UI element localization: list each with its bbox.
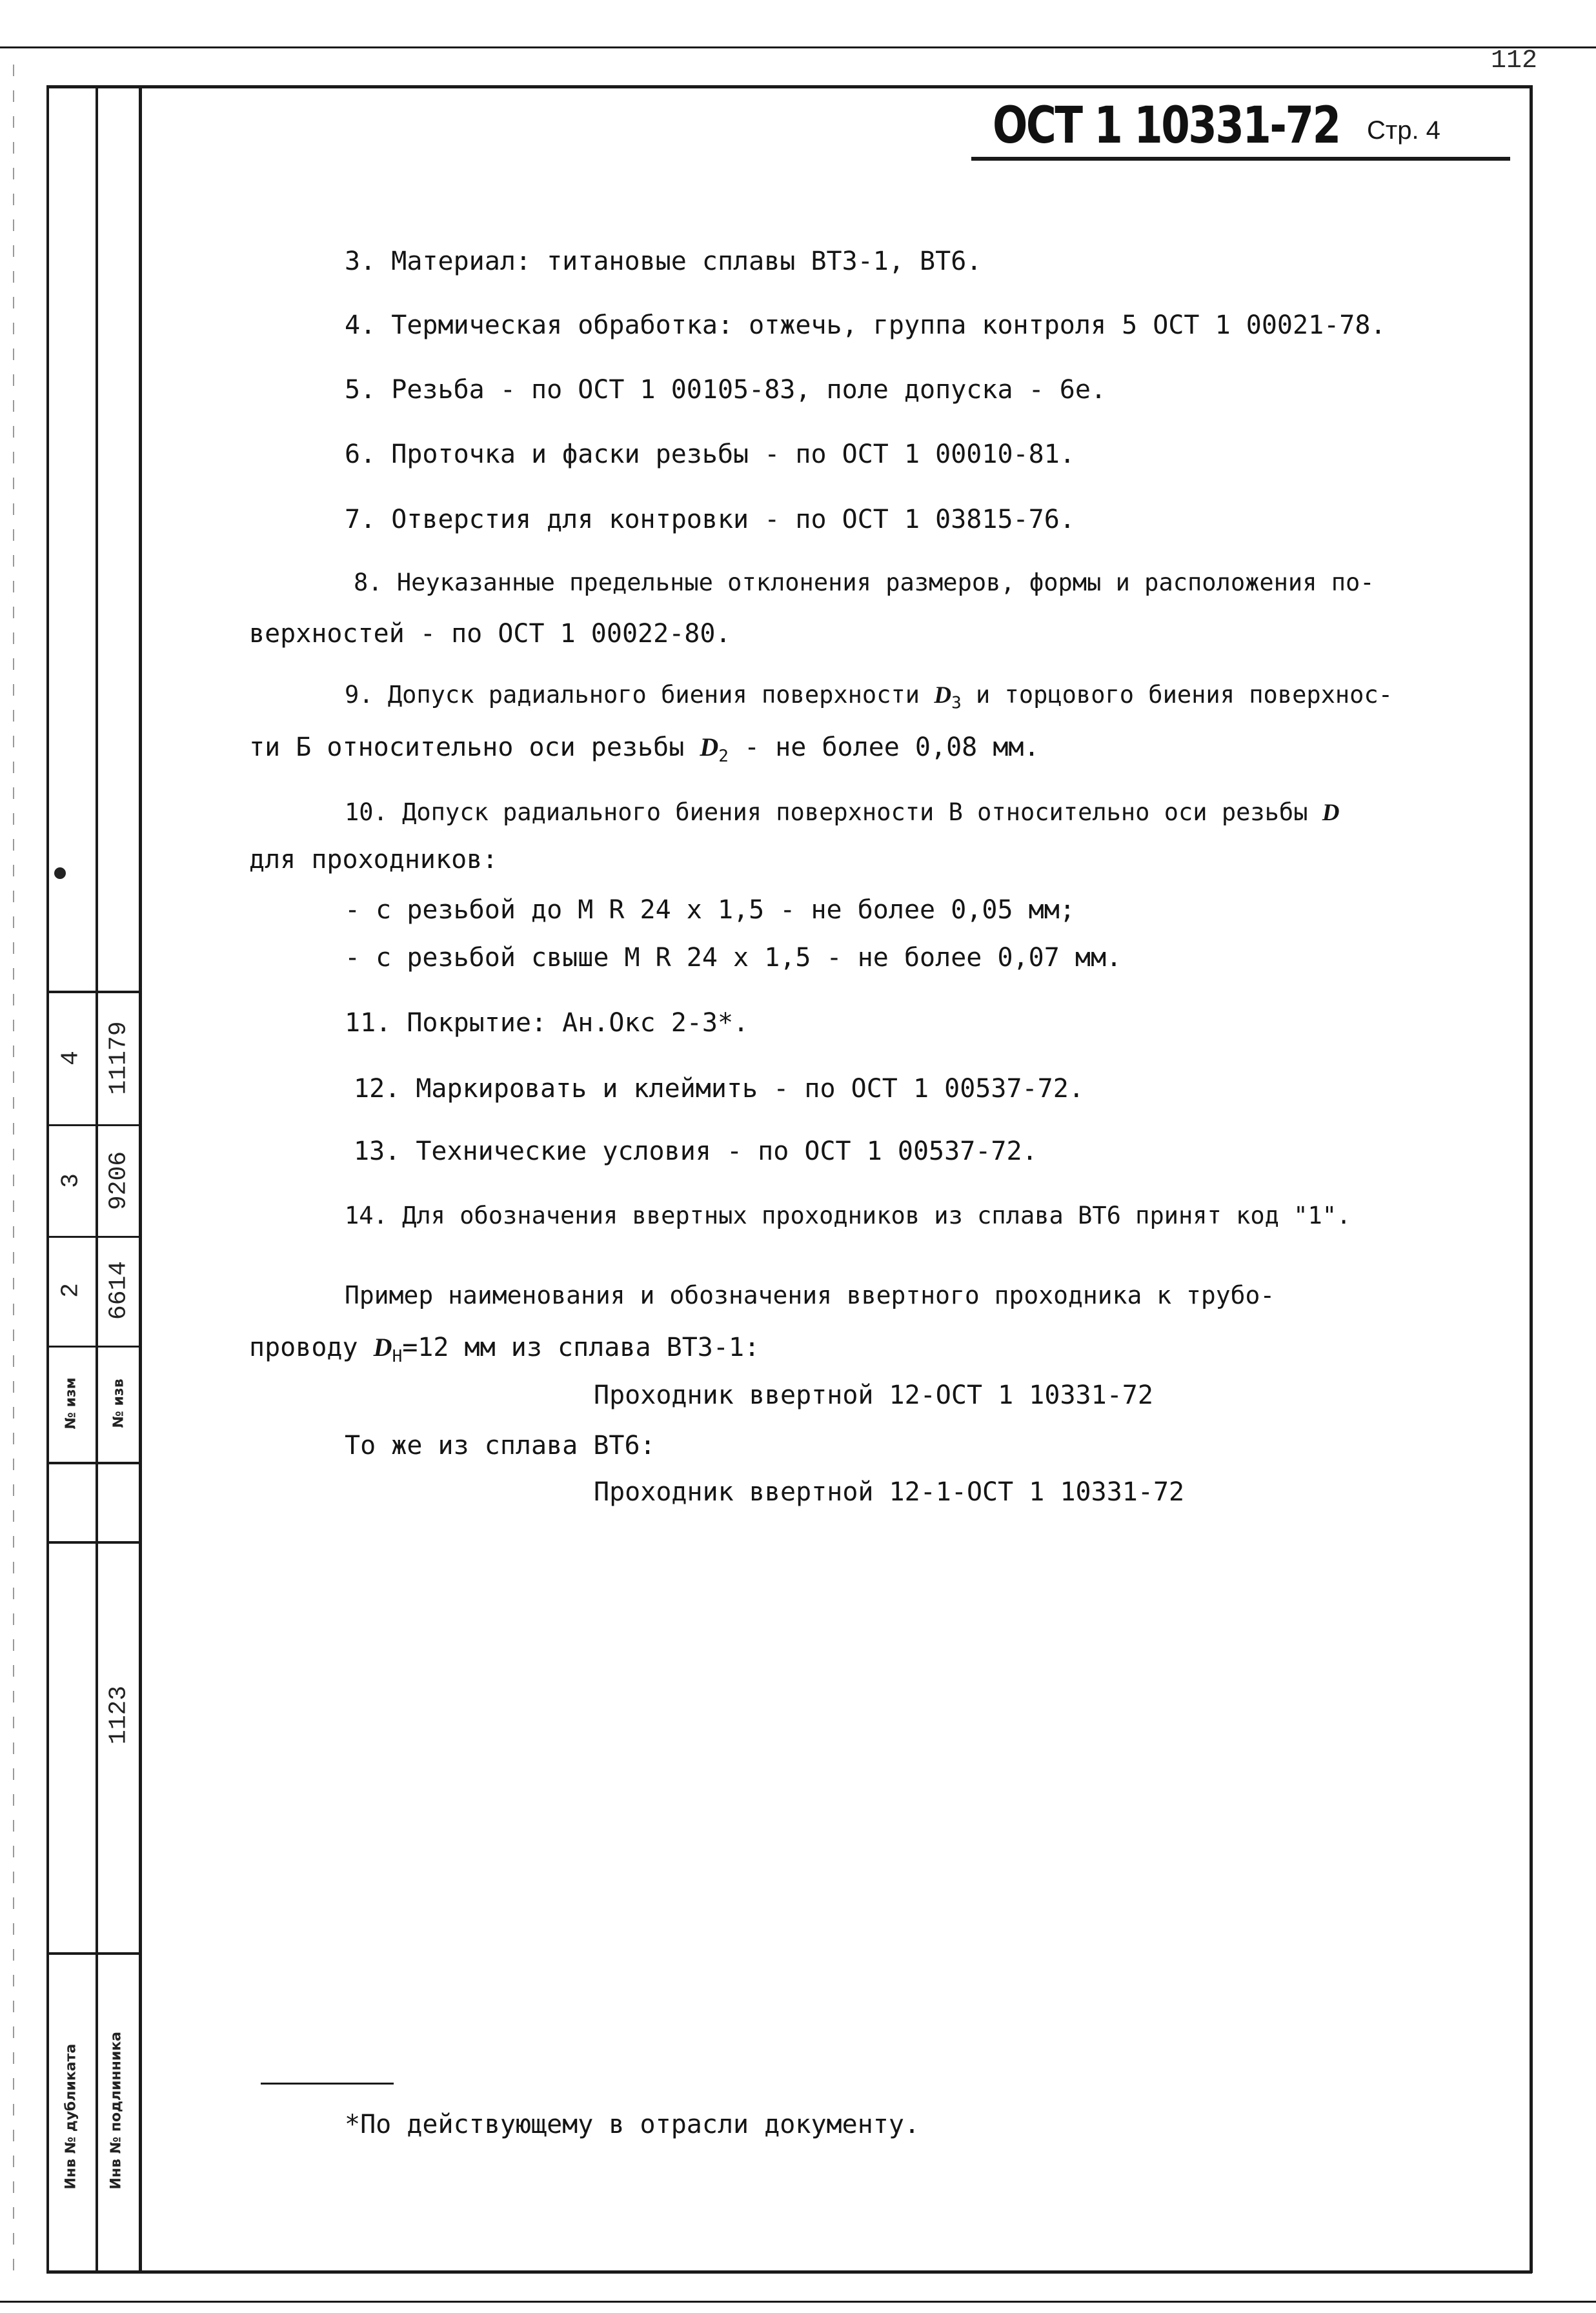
clause-7: 7. Отверстия для контровки - по ОСТ 1 03815-76. — [345, 505, 1075, 534]
clause-10-item-1: - с резьбой до М R 24 x 1,5 - не более 0,05 мм; — [345, 895, 1075, 925]
clause-14: 14. Для обозначения ввертных проходников из сплава ВТ6 принят код "1". — [345, 1202, 1351, 1229]
frame-left — [46, 85, 49, 2273]
symbol-subscript: Н — [392, 1347, 403, 1366]
clause-9-line-1 — [345, 683, 1393, 711]
sidebar-col-divider — [96, 85, 98, 2273]
clause-12: 12. Маркировать и клеймить - по ОСТ 1 00537-72. — [354, 1074, 1084, 1104]
page-label: Стр. 4 — [1367, 116, 1440, 145]
frame-bottom — [46, 2270, 1532, 2274]
label-document-number: № изв — [110, 1379, 127, 1428]
clause-11: 11. Покрытие: Ан.Окс 2-3*. — [345, 1008, 749, 1038]
change-number-4: 4 — [57, 1051, 85, 1066]
orig-sep-top — [46, 1541, 142, 1544]
bottom-border — [0, 2301, 1596, 2303]
clause-3: 3. Материал: титановые сплавы ВТ3-1, ВТ6. — [345, 247, 982, 276]
label-change-number: № изм — [63, 1377, 79, 1429]
top-border — [0, 46, 1596, 48]
orig-sep-bottom — [46, 1952, 142, 1955]
example-text-b: =12 мм из сплава ВТ3-1: — [402, 1333, 760, 1362]
change-number-3: 3 — [57, 1173, 85, 1188]
doc-number-6614: 6614 — [105, 1260, 133, 1320]
clause-10-text-a: 10. Допуск радиального биения поверхности В относительно оси резьбы — [345, 798, 1308, 826]
sidebar-inner-edge — [139, 85, 142, 2273]
frame-right — [1530, 85, 1533, 2273]
clause-9-text-a: 9. Допуск радиального биения поверхности — [345, 681, 920, 709]
doc-number-9206: 9206 — [105, 1151, 133, 1211]
original-number: 1123 — [105, 1685, 133, 1745]
rev-sep-bottom — [46, 1462, 142, 1464]
example-line-1: Пример наименования и обозначения ввертного проходника к трубо- — [345, 1281, 1275, 1309]
symbol-d: D — [934, 682, 952, 709]
footnote-rule — [261, 2083, 394, 2085]
clause-9-text-c: ти Б относительно оси резьбы — [249, 732, 685, 762]
symbol-subscript: 2 — [718, 747, 729, 766]
rev-sep-1 — [46, 1124, 142, 1126]
clause-5: 5. Резьба - по ОСТ 1 00105-83, поле допуска - 6е. — [345, 375, 1107, 405]
standard-code: ОСТ 1 10331-72 — [993, 97, 1340, 155]
clause-4: 4. Термическая обработка: отжечь, группа контроля 5 ОСТ 1 00021-78. — [345, 310, 1386, 340]
clause-9-line-2 — [249, 734, 1040, 765]
clause-9-text-b: и торцового биения поверхнос- — [976, 681, 1393, 709]
symbol-subscript: 3 — [951, 693, 962, 713]
left-dashed-edge — [13, 65, 14, 2285]
clause-10-line-2: для проходников: — [249, 845, 498, 874]
symbol-d: D — [373, 1333, 392, 1362]
clause-13: 13. Технические условия - по ОСТ 1 00537-72. — [354, 1136, 1038, 1166]
clause-10-item-2: - с резьбой свыше М R 24 x 1,5 - не более 0,07 мм. — [345, 943, 1122, 973]
example-same-line: То же из сплава ВТ6: — [345, 1431, 656, 1460]
example-line-2 — [249, 1335, 760, 1365]
change-number-2: 2 — [57, 1283, 85, 1298]
footnote: *По действующему в отрасли документу. — [345, 2110, 920, 2139]
clause-8-line-1: 8. Неуказанные предельные отклонения размеров, формы и расположения по- — [354, 569, 1375, 596]
rev-sep-3 — [46, 1346, 142, 1348]
frame-top — [46, 85, 1532, 88]
rev-sep-top — [46, 991, 142, 993]
page-number: 112 — [1491, 46, 1538, 76]
header-underline — [971, 157, 1510, 161]
label-duplicate-inventory: Инв № дубликата — [63, 2043, 79, 2190]
clause-10-line-1 — [345, 800, 1340, 825]
label-original-inventory: Инв № подлинника — [108, 2031, 125, 2190]
example-text-a: проводу — [249, 1333, 358, 1362]
symbol-d: D — [1322, 800, 1340, 826]
example-designation-2: Проходник ввертной 12-1-ОСТ 1 10331-72 — [594, 1477, 1185, 1507]
clause-6: 6. Проточка и фаски резьбы - по ОСТ 1 00010-81. — [345, 439, 1075, 469]
symbol-d: D — [700, 732, 719, 762]
example-designation-1: Проходник ввертной 12-ОСТ 1 10331-72 — [594, 1380, 1153, 1410]
clause-8-line-2: верхностей - по ОСТ 1 00022-80. — [249, 619, 731, 649]
rev-sep-2 — [46, 1236, 142, 1238]
doc-number-11179: 11179 — [105, 1021, 133, 1095]
reg-dot-icon — [54, 867, 66, 879]
clause-9-text-d: - не более 0,08 мм. — [744, 732, 1040, 762]
